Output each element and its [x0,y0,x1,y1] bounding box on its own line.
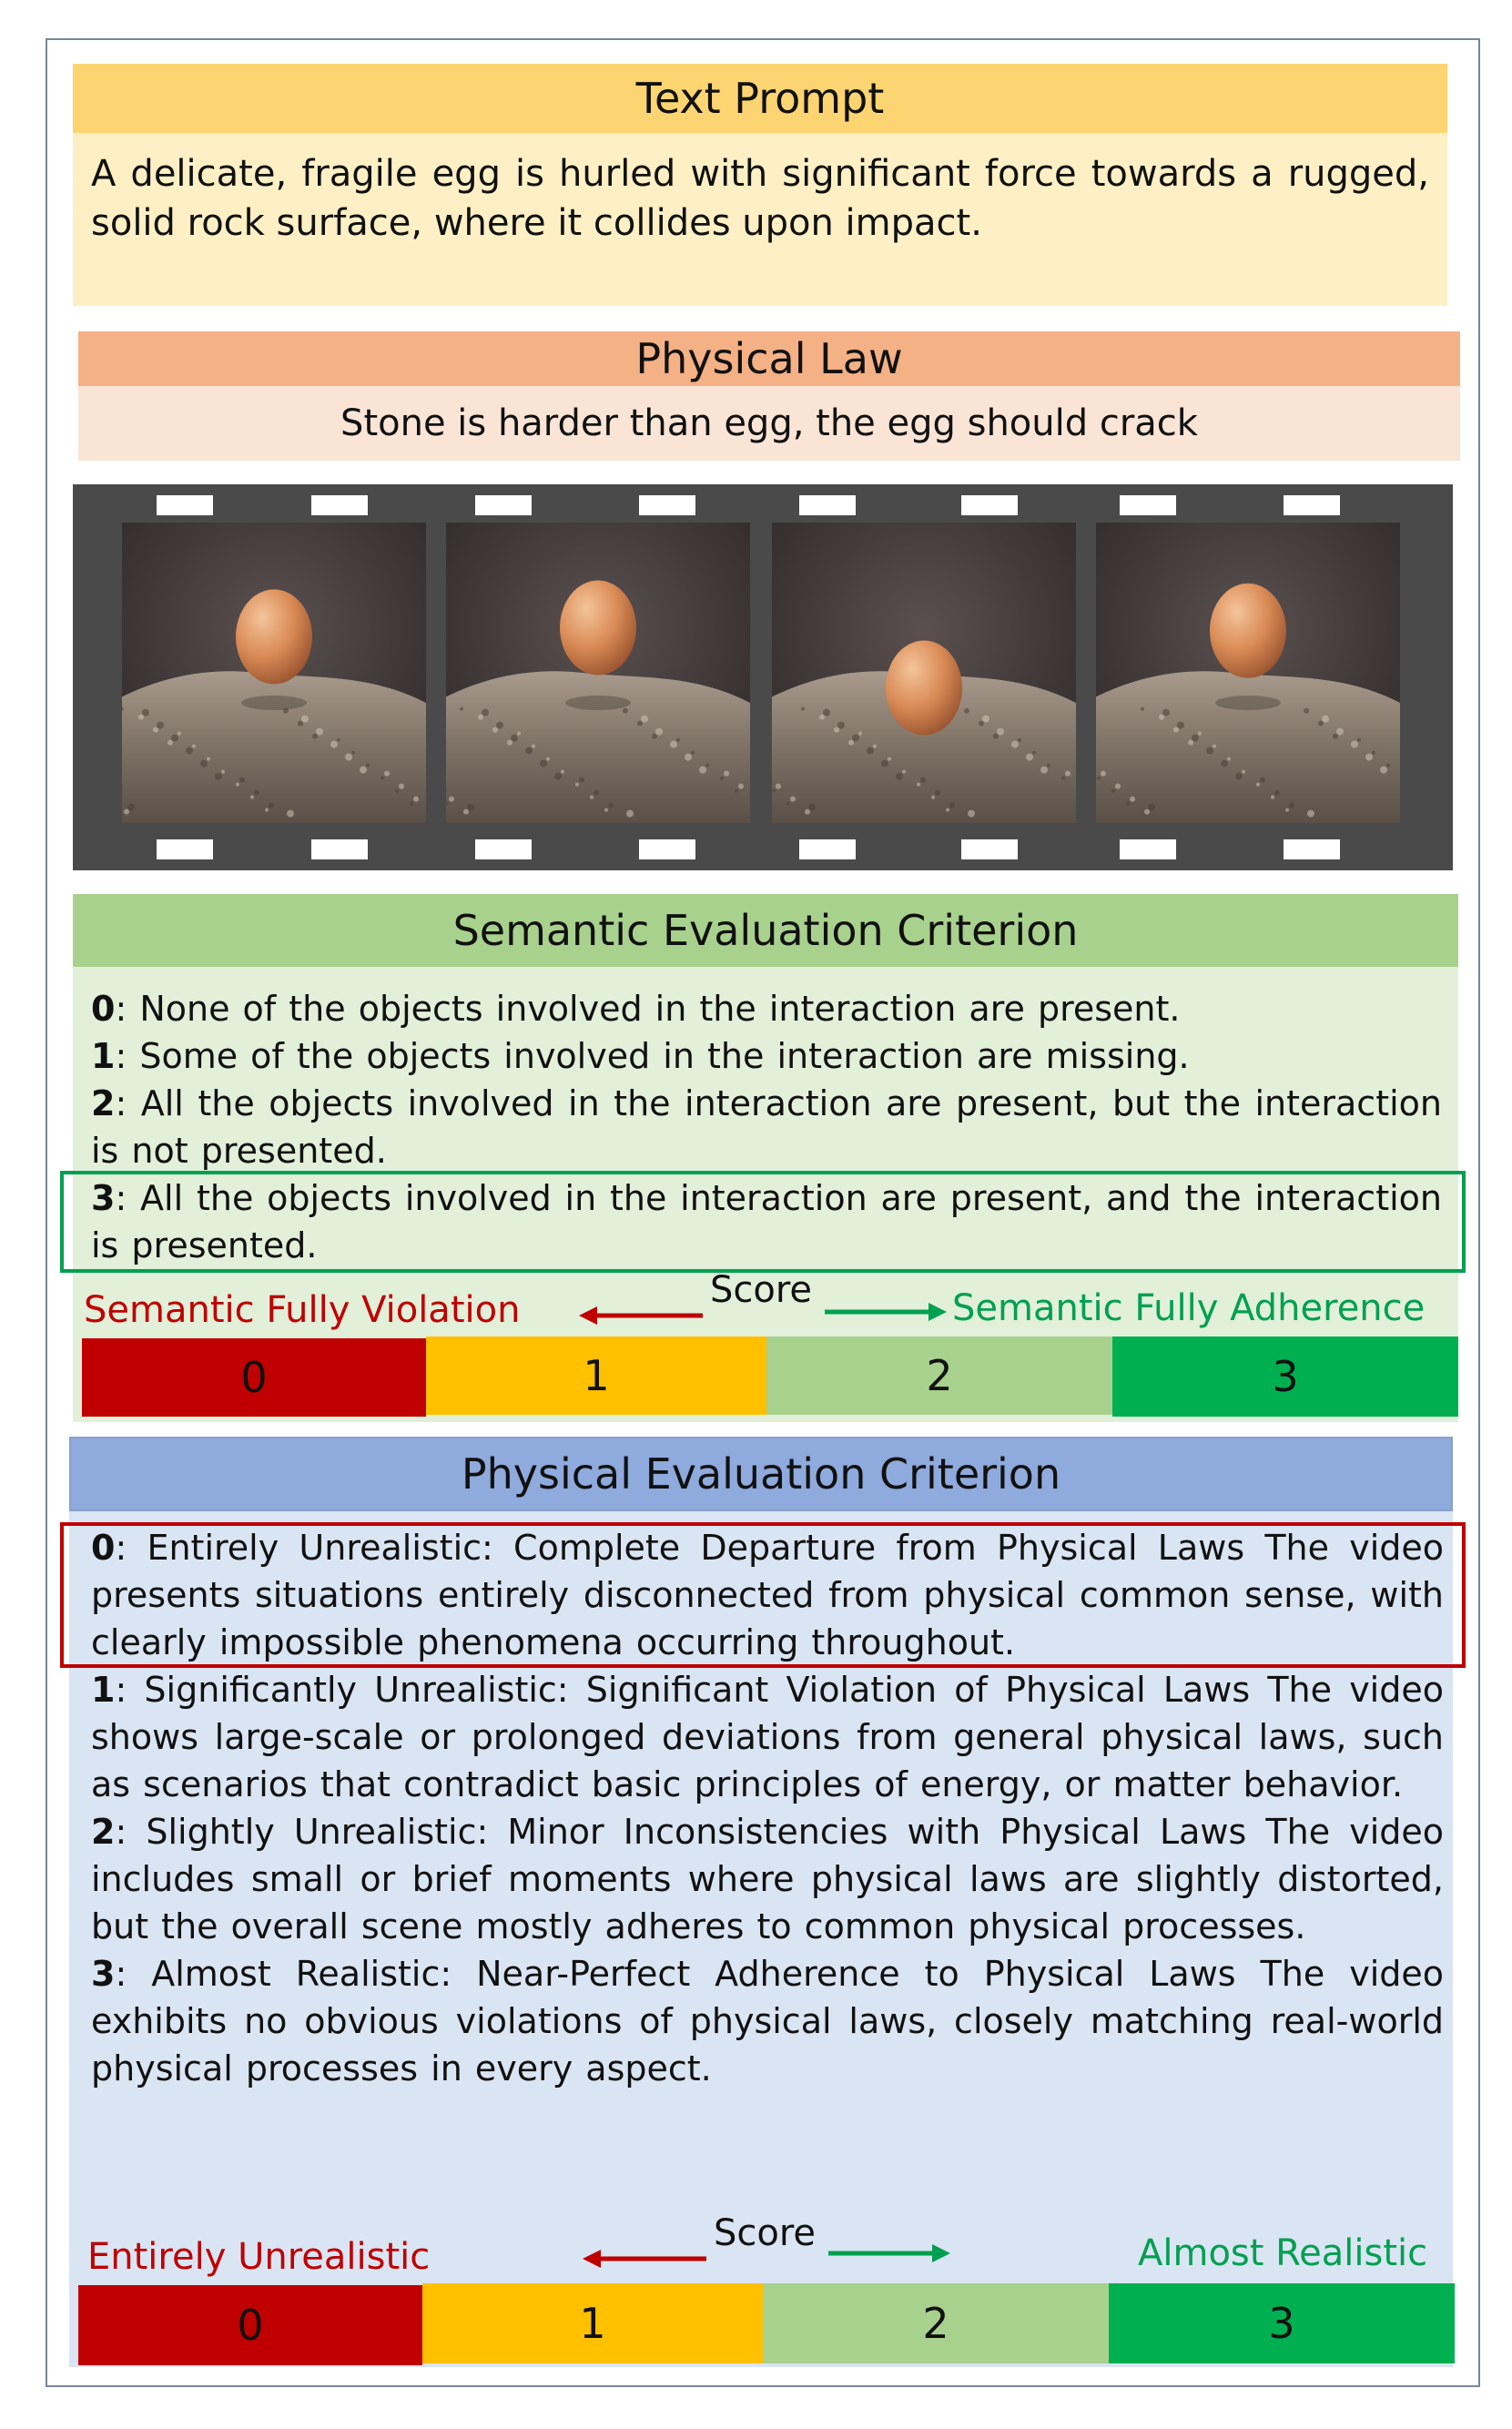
film-sprocket-hole [961,839,1018,859]
semantic-score-0 [82,1338,426,1417]
film-sprocket-hole [1120,495,1176,515]
text-prompt-body [73,133,1447,306]
criterion-text: : Slightly Unrealistic: Minor Inconsistencies with Physical Laws The video includes small or brief moments where physical laws are slightly distorted, but the overall scene mostly adheres to common physical processes. [91,1812,1444,1946]
score-value: 3 [1268,2299,1295,2348]
criterion-number: 2 [91,1812,116,1852]
criterion-text: : Significantly Unrealistic: Significant Violation of Physical Laws The video shows large-scale or prolonged deviations from general physical laws, such as scenarios that contradict basic principles of energy, or matter behavior. [91,1670,1444,1804]
film-sprocket-hole [639,495,695,515]
criterion-number: 1 [91,1670,116,1710]
physical-right-arrow [827,2240,952,2267]
criterion-number: 3 [91,1954,116,1994]
egg [236,589,312,684]
frame-3-egg-on-rock [772,523,1076,823]
criterion-text: : None of the objects involved in the interaction are present. [115,989,1181,1029]
physical-highlight-box [60,1522,1466,1668]
semantic-score-1 [426,1336,766,1415]
physical-law-title: Physical Law [635,334,903,383]
egg [1210,584,1286,678]
semantic-criterion-0 [91,985,1442,1032]
film-sprocket-hole [311,495,368,515]
semantic-left-label: Semantic Fully Violation [84,1289,521,1331]
film-sprocket-hole [639,839,695,859]
semantic-score-label: Score [710,1269,813,1311]
physical-score-3 [1109,2283,1455,2363]
physical-law-header [78,331,1460,386]
criterion-text: : Almost Realistic: Near-Perfect Adherence to Physical Laws The video exhibits no obvious violations of physical laws, closely matching real-world physical processes in every aspect. [91,1954,1444,2089]
score-value: 1 [583,1351,610,1400]
frame-4-egg-above-rock [1096,523,1400,823]
criterion-number: 2 [91,1083,116,1123]
frame-1-egg-above-rock [122,523,426,823]
semantic-criterion-1 [91,1032,1442,1080]
film-sprocket-hole [1284,839,1340,859]
rock-surface [122,671,426,823]
physical-title: Physical Evaluation Criterion [461,1449,1061,1499]
film-sprocket-hole [1120,839,1176,859]
semantic-header [73,894,1458,967]
text-prompt-title: Text Prompt [635,74,885,123]
criterion-number: 3 [91,1178,116,1218]
semantic-score-3 [1112,1336,1458,1417]
physical-left-label: Entirely Unrealistic [87,2236,431,2278]
physical-score-0 [78,2285,422,2365]
film-sprocket-hole [475,495,532,515]
physical-criterion-2 [91,1808,1444,1950]
egg [886,641,962,736]
semantic-criterion-2 [91,1080,1442,1174]
physical-criterion-3 [91,1950,1444,2092]
film-sprocket-hole [1284,495,1340,515]
semantic-right-label: Semantic Fully Adherence [952,1287,1426,1329]
criterion-number: 1 [91,1036,116,1076]
score-value: 1 [579,2299,606,2348]
film-sprocket-hole [157,495,213,515]
criterion-text: : All the objects involved in the interaction are present, but the interaction is not presented. [91,1083,1442,1171]
physical-score-2 [763,2283,1109,2363]
semantic-score-2 [766,1336,1112,1415]
film-sprocket-hole [799,839,856,859]
film-sprocket-hole [961,495,1018,515]
criterion-text: : Entirely Unrealistic: Complete Departure from Physical Laws The video presents situations entirely disconnected from physical common sense, with clearly impossible phenomena occurring throughout. [91,1528,1444,1662]
physical-score-label: Score [714,2212,817,2254]
criterion-number: 0 [91,1528,116,1568]
film-strip [73,484,1453,870]
semantic-title: Semantic Evaluation Criterion [452,906,1079,955]
semantic-right-arrow [823,1298,949,1326]
score-value: 0 [240,1353,268,1402]
physical-header [69,1437,1453,1511]
physical-criterion-1 [91,1666,1444,1808]
score-value: 0 [237,2301,264,2350]
score-value: 3 [1272,1352,1299,1401]
physical-left-arrow [583,2245,708,2272]
score-value: 2 [926,1351,953,1400]
physical-law-body [78,386,1460,461]
semantic-highlight-box [60,1171,1466,1273]
film-sprocket-hole [311,839,368,859]
criterion-text: : All the objects involved in the interaction are present, and the interaction is presented. [91,1178,1442,1265]
criterion-text: : Some of the objects involved in the interaction are missing. [115,1036,1190,1076]
egg [560,581,636,676]
text-prompt-text: A delicate, fragile egg is hurled with significant force towards a rugged, solid rock surface, where it collides upon impact. [91,153,1429,244]
film-sprocket-hole [799,495,856,515]
rock-surface [446,671,750,823]
physical-law-text: Stone is harder than egg, the egg should crack [340,402,1198,444]
score-value: 2 [922,2299,949,2348]
criterion-number: 0 [91,989,116,1029]
text-prompt-header [73,64,1447,133]
physical-score-1 [422,2283,763,2363]
physical-right-label: Almost Realistic [1138,2232,1428,2274]
frame-2-egg-above-rock [446,523,750,823]
film-sprocket-hole [157,839,213,859]
film-sprocket-hole [475,839,532,859]
semantic-left-arrow [579,1302,705,1329]
